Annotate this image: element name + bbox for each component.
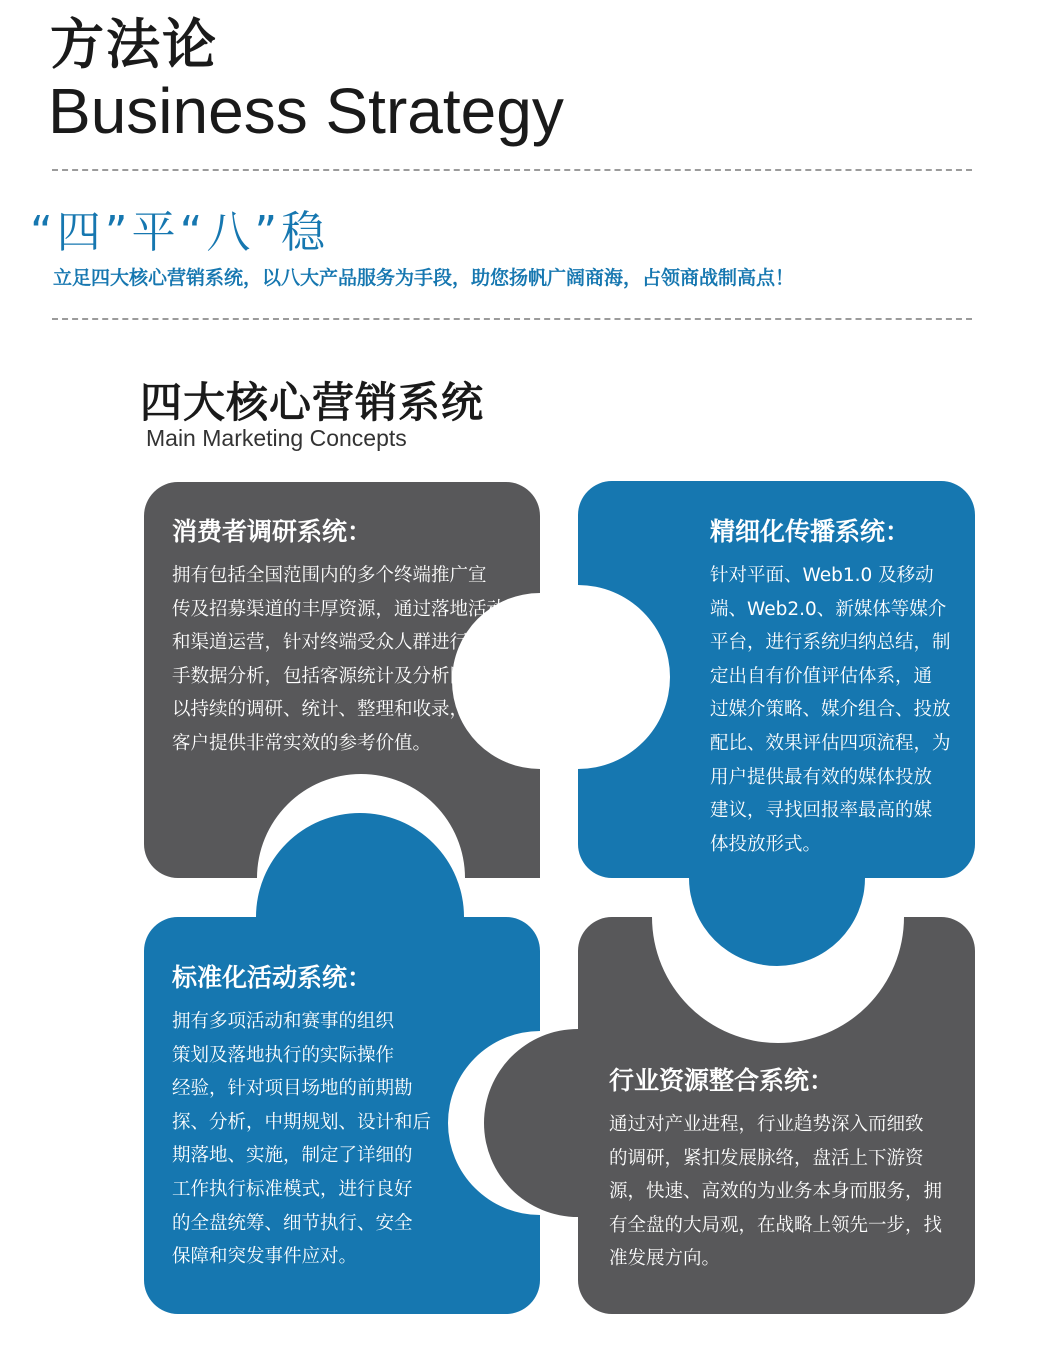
card-title-resource-integration: 行业资源整合系统： xyxy=(609,1066,835,1095)
card-line: 定出自有价值评估体系，通 xyxy=(710,665,933,687)
card-line: 过媒介策略、媒介组合、投放 xyxy=(710,699,951,721)
card-line: 传及招募渠道的丰厚资源，通过落地活动 xyxy=(172,598,506,620)
card-line: 平台，进行系统归纳总结，制 xyxy=(710,632,951,654)
tagline: 立足四大核心营销系统，以八大产品服务为手段，助您扬帆广阔商海，占领商战制高点！ xyxy=(53,267,795,289)
card-line: 有全盘的大局观，在战略上领先一步，找 xyxy=(609,1214,943,1236)
card-title-consumer-research: 消费者调研系统： xyxy=(172,517,373,546)
card-body-consumer-research xyxy=(172,559,524,761)
card-title-precision-communication: 精细化传播系统： xyxy=(710,517,911,546)
card-title-standard-activity: 标准化活动系统： xyxy=(172,963,373,992)
card-line: 配比、效果评估四项流程，为 xyxy=(710,732,951,754)
card-line: 工作执行标准模式，进行良好 xyxy=(172,1178,413,1200)
card-line: 针对平面、Web1.0 及移动 xyxy=(710,565,934,586)
card-line: 体投放形式。 xyxy=(710,833,822,855)
card-body-resource-integration xyxy=(609,1108,942,1276)
card-line: 准发展方向。 xyxy=(609,1248,721,1270)
card-body-precision-communication xyxy=(710,559,951,861)
card-line: 经验，针对项目场地的前期勘 xyxy=(172,1078,413,1100)
section-title-cn: 四大核心营销系统 xyxy=(140,378,485,427)
card-body-standard-activity xyxy=(172,1005,431,1274)
card-line: 端、Web2.0、新媒体等媒介 xyxy=(710,598,947,620)
card-line: 拥有包括全国范围内的多个终端推广宣 xyxy=(172,565,487,586)
card-line: 源，快速、高效的为业务本身而服务，拥 xyxy=(609,1181,943,1203)
card-line: 客户提供非常实效的参考价值。 xyxy=(172,732,432,754)
card-line: 拥有多项活动和赛事的组织 xyxy=(172,1011,395,1032)
card-line: 以持续的调研、统计、整理和收录，为目标 xyxy=(172,699,524,721)
page-title-en: Business Strategy xyxy=(48,75,564,147)
card-line: 探、分析，中期规划、设计和后 xyxy=(172,1111,432,1133)
card-line: 通过对产业进程，行业趋势深入而细致 xyxy=(609,1114,924,1135)
page-title-cn: 方法论 xyxy=(50,13,218,76)
card-line: 的调研，紧扣发展脉络，盘活上下游资 xyxy=(609,1147,924,1169)
card-line: 和渠道运营，针对终端受众人群进行第一 xyxy=(172,632,506,654)
card-line: 手数据分析，包括客源统计及分析图谱， xyxy=(172,665,506,687)
card-line: 的全盘统筹、细节执行、安全 xyxy=(172,1212,413,1234)
card-line: 建议，寻找回报率最高的媒 xyxy=(710,800,933,822)
card-line: 策划及落地执行的实际操作 xyxy=(172,1044,395,1066)
slogan: “四”平“八”稳 xyxy=(30,207,330,258)
card-line: 用户提供最有效的媒体投放 xyxy=(710,766,933,788)
section-title-en: Main Marketing Concepts xyxy=(146,425,407,451)
card-line: 期落地、实施，制定了详细的 xyxy=(172,1145,413,1167)
card-line: 保障和突发事件应对。 xyxy=(172,1246,358,1268)
